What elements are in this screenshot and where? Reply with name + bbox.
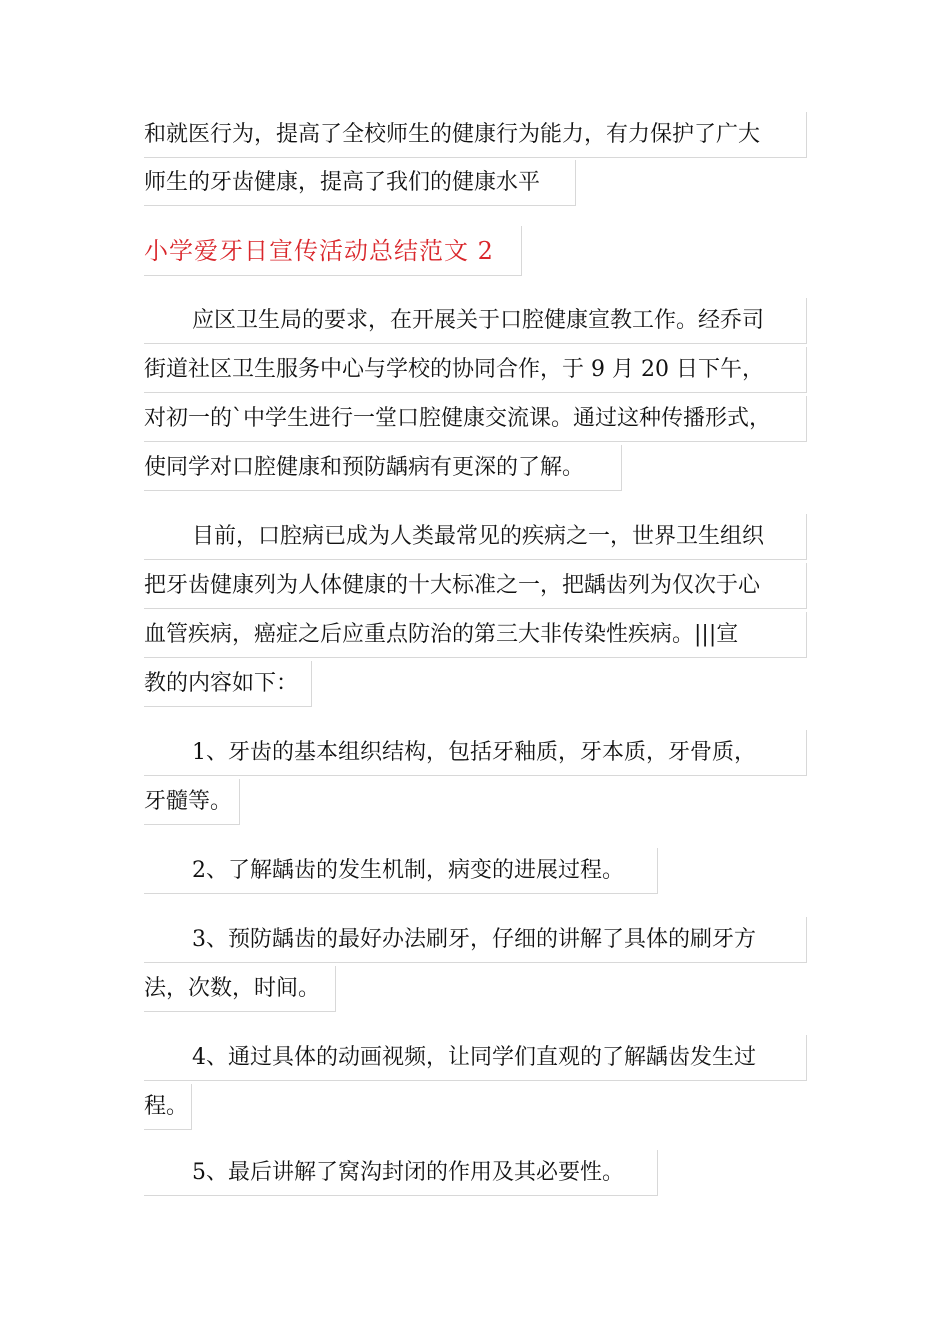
text-line: 目前，口腔病已成为人类最常见的疾病之一，世界卫生组织 — [144, 514, 807, 560]
text-line: 使同学对口腔健康和预防龋病有更深的了解。 — [144, 445, 622, 491]
text-line: 血管疾病，癌症之后应重点防治的第三大非传染性疾病。|||宣 — [144, 612, 807, 658]
text-line: 把牙齿健康列为人体健康的十大标准之一，把龋齿列为仅次于心 — [144, 563, 807, 609]
list-item-continuation: 法，次数，时间。 — [144, 966, 336, 1012]
list-item: 5、最后讲解了窝沟封闭的作用及其必要性。 — [144, 1150, 658, 1196]
list-item: 3、预防龋齿的最好办法刷牙，仔细的讲解了具体的刷牙方 — [144, 917, 807, 963]
text-line: 对初一的`中学生进行一堂口腔健康交流课。通过这种传播形式， — [144, 396, 807, 442]
section-heading: 小学爱牙日宣传活动总结范文 2 — [144, 226, 522, 276]
text-line: 和就医行为，提高了全校师生的健康行为能力，有力保护了广大 — [144, 112, 807, 158]
text-line: 应区卫生局的要求，在开展关于口腔健康宣教工作。经乔司 — [144, 298, 807, 344]
list-item: 4、通过具体的动画视频，让同学们直观的了解龋齿发生过 — [144, 1035, 807, 1081]
text-line: 师生的牙齿健康，提高了我们的健康水平 — [144, 160, 576, 206]
list-item: 2、了解龋齿的发生机制，病变的进展过程。 — [144, 848, 658, 894]
text-line: 教的内容如下： — [144, 661, 312, 707]
list-item-continuation: 牙髓等。 — [144, 779, 240, 825]
text-line: 街道社区卫生服务中心与学校的协同合作，于 9 月 20 日下午， — [144, 347, 807, 393]
list-item: 1、牙齿的基本组织结构，包括牙釉质，牙本质，牙骨质， — [144, 730, 807, 776]
list-item-continuation: 程。 — [144, 1084, 192, 1130]
